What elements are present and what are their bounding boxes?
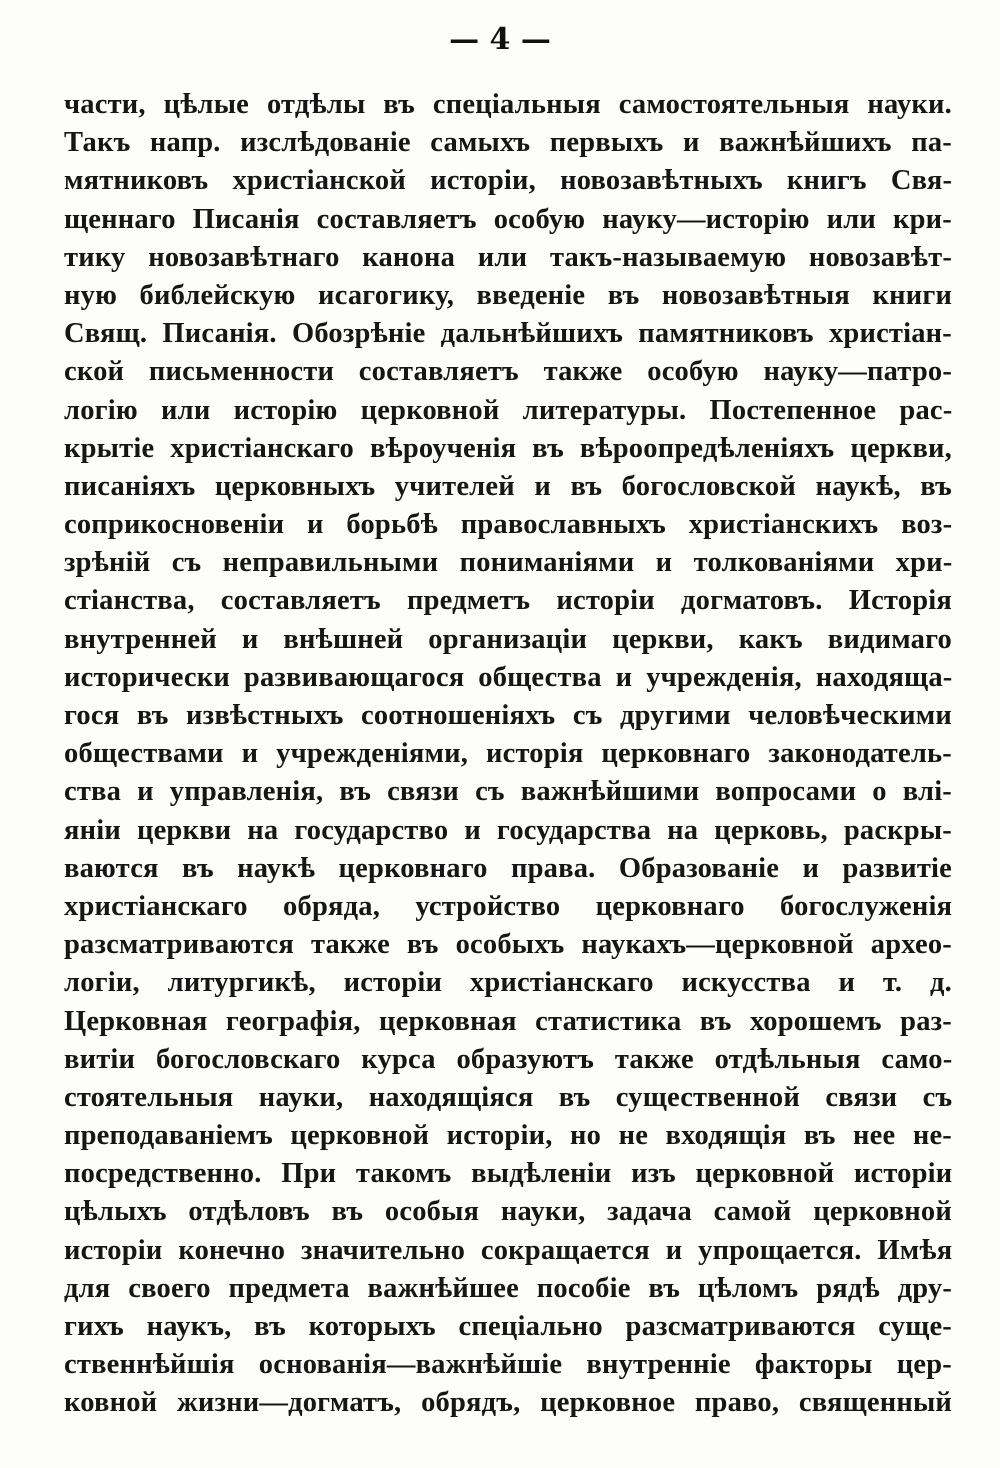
text-line: зрѣній съ неправильными пониманіями и толкованіями хри-: [64, 547, 952, 579]
text-line: ваются въ наукѣ церковнаго права. Образованіе и развитіе: [64, 852, 952, 884]
text-line: писаніяхъ церковныхъ учителей и въ богословской наукѣ, въ: [64, 470, 952, 502]
text-line: исторіи конечно значительно сокращается и упрощается. Имѣя: [64, 1234, 952, 1266]
text-line: Свящ. Писанія. Обозрѣніе дальнѣйшихъ памятниковъ христіан-: [64, 318, 952, 350]
text-line: витіи богословскаго курса образуютъ также отдѣльныя само-: [64, 1043, 952, 1075]
text-line: исторически развивающагося общества и учрежденія, находяща-: [64, 661, 952, 693]
text-line: стоятельныя науки, находящіяся въ существенной связи съ: [64, 1081, 952, 1113]
text-line: мятниковъ христіанской исторіи, новозавѣтныхъ книгъ Свя-: [64, 165, 952, 197]
text-line: щеннаго Писанія составляетъ особую науку—исторію или кри-: [64, 203, 952, 235]
text-line: соприкосновеніи и борьбѣ православныхъ христіанскихъ воз-: [64, 509, 952, 541]
text-line: гихъ наукъ, въ которыхъ спеціально разсматриваются суще-: [64, 1311, 952, 1342]
text-line: логіи, литургикѣ, исторіи христіанскаго искусства и т. д.: [64, 967, 952, 999]
text-line: обществами и учрежденіями, исторія церковнаго законодатель-: [64, 738, 952, 770]
text-line: тику новозавѣтнаго канона или такъ-называемую новозавѣт-: [64, 241, 952, 273]
text-line: части, цѣлые отдѣлы въ спеціальныя самостоятельныя науки.: [64, 89, 952, 120]
text-line: цѣлыхъ отдѣловъ въ особыя науки, задача самой церковной: [64, 1196, 952, 1228]
text-line: крытіе христіанскаго вѣроученія въ вѣроопредѣленіяхъ церкви,: [64, 432, 952, 464]
text-line: стіанства, составляетъ предметъ исторіи догматовъ. Исторія: [64, 585, 952, 617]
text-line: посредственно. При такомъ выдѣленіи изъ церковной исторіи: [64, 1158, 952, 1190]
text-line: внутренней и внѣшней организаціи церкви, какъ видимаго: [64, 623, 952, 655]
text-line: логію или исторію церковной литературы. Постепенное рас-: [64, 394, 952, 426]
text-line: ковной жизни—догматъ, обрядъ, церковное право, священный: [64, 1387, 952, 1419]
text-line: ства и управленія, въ связи съ важнѣйшими вопросами о влі-: [64, 776, 952, 808]
text-line: ную библейскую исагогику, введеніе въ новозавѣтныя книги: [64, 279, 952, 311]
text-line: ской письменности составляетъ также особую науку—патро-: [64, 356, 952, 388]
text-line: Такъ напр. изслѣдованіе самыхъ первыхъ и важнѣйшихъ па-: [64, 127, 952, 159]
body-text: [64, 86, 952, 1423]
text-line: преподаваніемъ церковной исторіи, но не входящія въ нее не-: [64, 1120, 952, 1152]
text-line: христіанскаго обряда, устройство церковнаго богослуженія: [64, 890, 952, 922]
text-line: для своего предмета важнѣйшее пособіе въ цѣломъ рядѣ дру-: [64, 1272, 952, 1304]
text-line: Церковная географія, церковная статистика въ хорошемъ раз-: [64, 1005, 952, 1037]
text-line: яніи церкви на государство и государства на церковь, раскры-: [64, 814, 952, 846]
text-line: разсматриваются также въ особыхъ наукахъ—церковной архео-: [64, 929, 952, 961]
text-line: гося въ извѣстныхъ соотношеніяхъ съ другими человѣческими: [64, 700, 952, 731]
page-number: — 4 —: [449, 22, 551, 57]
text-line: ственнѣйшія основанія—важнѣйшіе внутренніе факторы цер-: [64, 1349, 952, 1381]
